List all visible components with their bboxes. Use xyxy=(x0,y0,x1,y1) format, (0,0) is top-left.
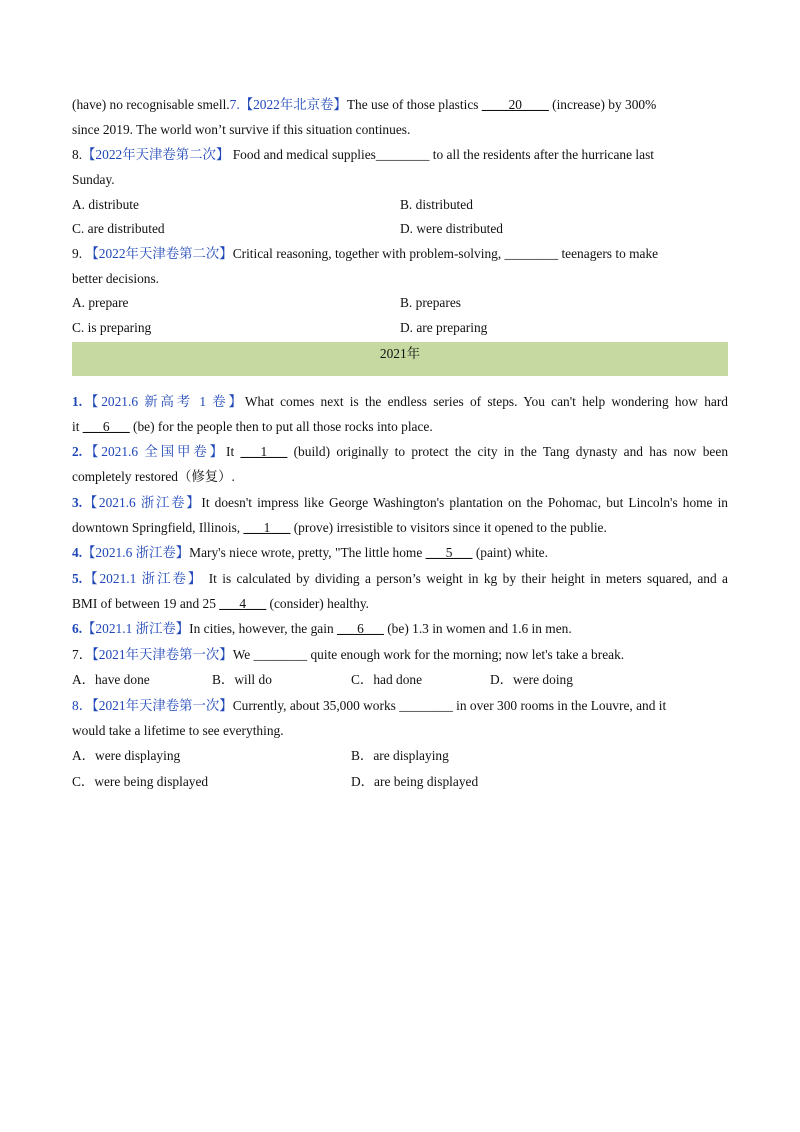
item2-number: 2. xyxy=(72,444,83,459)
item8-line2: would take a lifetime to see everything. xyxy=(72,723,284,738)
item5-number: 5. xyxy=(72,571,83,586)
item5-text: It is calculated by dividing a person’s weight in kg by their height in meters squared, and a xyxy=(203,571,728,586)
item7-option-a: A．have done xyxy=(72,672,150,687)
item1-number: 1. xyxy=(72,394,83,409)
item2-text-post: (build) originally to protect the city in the Tang dynasty and has now been xyxy=(287,444,729,459)
item8-text: Currently, about 35,000 works ________ in over 300 rooms in the Louvre, and it xyxy=(232,698,667,713)
q7-number: 7. xyxy=(229,97,240,112)
item2-line2: completely restored（修复）. xyxy=(72,469,235,484)
item7-option-b: B．will do xyxy=(212,672,272,687)
item4-answer-blank: ___5___ xyxy=(425,545,473,560)
q7-line2: since 2019. The world won’t survive if this situation continues. xyxy=(72,122,411,137)
q9-line1 xyxy=(72,245,658,263)
item6-source: 【2021.1 浙江卷】 xyxy=(82,621,190,636)
item5-answer-blank: ___4___ xyxy=(219,596,267,611)
q9-option-c: C. is preparing xyxy=(72,320,152,335)
item4-text-pre: Mary's niece wrote, pretty, "The little home xyxy=(189,545,426,560)
q7-source: 【2022年北京卷】 xyxy=(239,97,347,112)
item8-option-b: B．are displaying xyxy=(351,748,449,763)
q7-text-end: (increase) by 300% xyxy=(548,97,657,112)
item3-answer-blank: ___1___ xyxy=(243,520,291,535)
item2-line1 xyxy=(72,443,728,461)
item6-number: 6. xyxy=(72,621,83,636)
item5-line2 xyxy=(72,595,369,613)
item1-text: What comes next is the endless series of steps. You can't help wondering how hard xyxy=(244,394,729,409)
item1-text-post: (be) for the people then to put all those rocks into place. xyxy=(129,419,433,434)
item6-text-post: (be) 1.3 in women and 1.6 in men. xyxy=(383,621,572,636)
item5-text-post: (consider) healthy. xyxy=(266,596,370,611)
q9-text: Critical reasoning, together with problem-solving, ________ teenagers to make xyxy=(232,246,659,261)
item3-text-post: (prove) irresistible to visitors since it opened to the publie. xyxy=(290,520,607,535)
item7-option-c: C．had done xyxy=(351,672,423,687)
q8-text: Food and medical supplies________ to all the residents after the hurricane last xyxy=(229,147,655,162)
item5-text-pre: BMI of between 19 and 25 xyxy=(72,596,220,611)
item8-number: 8． xyxy=(72,698,93,713)
q8-option-d: D. were distributed xyxy=(400,221,504,236)
q9-option-d: D. are preparing xyxy=(400,320,488,335)
item7-number: 7． xyxy=(72,647,93,662)
q8-option-c: C. are distributed xyxy=(72,221,165,236)
q8-number: 8. xyxy=(72,147,83,162)
item7-text: We ________ quite enough work for the morning; now let's take a break. xyxy=(232,647,625,662)
q9-option-a: A. prepare xyxy=(72,295,129,310)
q7-line1 xyxy=(72,96,656,114)
q8-option-a: A. distribute xyxy=(72,197,139,212)
item1-answer-blank: ___6___ xyxy=(82,419,130,434)
item6-text-pre: In cities, however, the gain xyxy=(189,621,337,636)
item7-option-d: D．were doing xyxy=(490,672,573,687)
item4-text-post: (paint) white. xyxy=(472,545,548,560)
item3-text-pre: downtown Springfield, Illinois, xyxy=(72,520,244,535)
q8-option-b: B. distributed xyxy=(400,197,473,212)
item7-line xyxy=(72,646,624,664)
item8-option-a: A．were displaying xyxy=(72,748,181,763)
item2-text-pre: It xyxy=(225,444,241,459)
item1-line2 xyxy=(72,418,433,436)
item4-source: 【2021.6 浙江卷】 xyxy=(82,545,190,560)
q8-line1 xyxy=(72,146,654,164)
item5-line1 xyxy=(72,570,728,588)
item7-source: 【2021年天津卷第一次】 xyxy=(92,647,233,662)
section-title: 2021年 xyxy=(379,346,421,361)
q9-number: 9. xyxy=(72,246,86,261)
item3-number: 3. xyxy=(72,495,83,510)
q8-source: 【2022年天津卷第二次】 xyxy=(82,147,230,162)
q9-option-b: B. prepares xyxy=(400,295,461,310)
q7-text: The use of those plastics xyxy=(346,97,482,112)
item2-answer-blank: ___1___ xyxy=(240,444,288,459)
item4-number: 4. xyxy=(72,545,83,560)
item2-source: 【2021.6 全国甲卷】 xyxy=(82,444,226,459)
item4-line xyxy=(72,544,548,562)
item6-line xyxy=(72,620,572,638)
item1-text-pre: it xyxy=(72,419,83,434)
item1-source: 【2021.6 新高考 1 卷】 xyxy=(82,394,245,409)
item3-source: 【2021.6 浙江卷】 xyxy=(82,495,202,510)
q7-answer-blank: ____20____ xyxy=(481,97,549,112)
item8-line1 xyxy=(72,697,666,715)
item1-line1 xyxy=(72,393,728,411)
q9-line2: better decisions. xyxy=(72,271,160,286)
item8-option-c: C．were being displayed xyxy=(72,774,209,789)
item3-line2 xyxy=(72,519,607,537)
item8-option-d: D．are being displayed xyxy=(351,774,479,789)
item3-text: It doesn't impress like George Washington's plantation on the Pohomac, but Lincoln's home in xyxy=(201,495,729,510)
section-header-2021 xyxy=(72,342,728,376)
item5-source: 【2021.1 浙江卷】 xyxy=(82,571,204,586)
q8-line2: Sunday. xyxy=(72,172,115,187)
q6-tail-text: (have) no recognisable smell. xyxy=(72,97,230,112)
item8-source: 【2021年天津卷第一次】 xyxy=(92,698,233,713)
item3-line1 xyxy=(72,494,728,512)
q9-source: 【2022年天津卷第二次】 xyxy=(85,246,233,261)
item6-answer-blank: ___6___ xyxy=(337,621,384,636)
